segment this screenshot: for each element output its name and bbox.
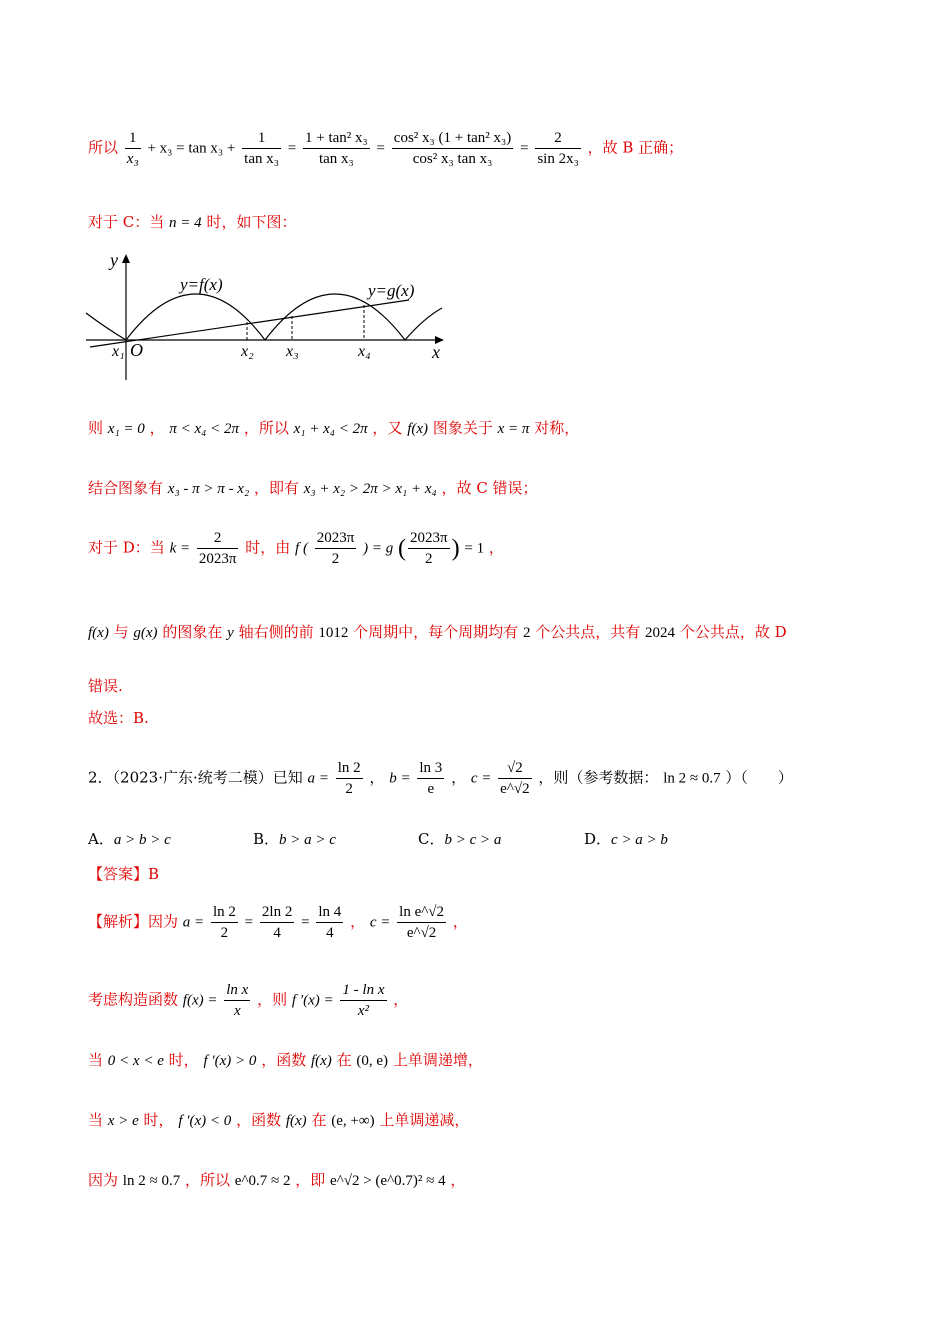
math: 2 [522, 625, 531, 641]
line-7: 错误. [88, 677, 123, 695]
math: f(x) = [182, 992, 218, 1009]
math: f ′(x) > 0 [203, 1053, 257, 1069]
text: ， [488, 538, 504, 557]
text: ， [452, 912, 468, 931]
math: x₃ - π > π - x₂ [167, 481, 250, 497]
text: 的图象在 [162, 623, 223, 641]
math: + x₃ = tan x₃ + [147, 140, 236, 157]
math: ln 2 ≈ 0.7 [663, 770, 721, 787]
text: 当 [88, 1111, 104, 1129]
text: ，故 B 正确； [587, 138, 684, 157]
text: 时， [168, 1051, 199, 1069]
fraction: $\frac{\ln 4}{4}$ [318, 904, 342, 941]
f-label: y=f(x) [180, 275, 223, 294]
text: ， [350, 912, 366, 931]
math: (0, e) [356, 1053, 389, 1069]
text: 因为 [88, 1171, 119, 1189]
math: = [287, 140, 297, 157]
math: c = [470, 770, 492, 787]
text: ， [393, 990, 409, 1009]
math: (e, +∞) [331, 1113, 375, 1129]
math: y [227, 625, 234, 641]
x-label: x [432, 342, 440, 362]
math: a = [307, 770, 329, 787]
math: x₃ + x₂ > 2π > x₁ + x₄ [303, 481, 437, 497]
math: g(x) [133, 625, 158, 641]
text: ，故 C 错误； [441, 479, 538, 497]
fraction: $\frac{2\ln 2}{4}$ [261, 904, 293, 941]
math: f ′(x) < 0 [178, 1113, 232, 1129]
math: = [520, 140, 529, 157]
solution-3 [88, 1050, 483, 1071]
text: ，即 [295, 1171, 326, 1189]
text: 结合图象有 [88, 479, 164, 497]
math: = [244, 914, 254, 931]
answer: 【答案】B [88, 865, 160, 883]
fraction: $\frac{\text{1 - ln x}}{\text{x²}}$ [342, 982, 385, 1019]
fraction: $\frac{\text{ln x}}{x}$ [226, 982, 249, 1019]
math: x > e [107, 1113, 139, 1129]
fraction: $\frac{\ln 3}{e}$ [419, 760, 443, 797]
text: 考虑构造函数 [88, 990, 179, 1009]
math: a = [182, 914, 205, 931]
solution-4 [88, 1110, 469, 1131]
fraction: $\frac{1}{\text{tan x₃}}$ [244, 130, 279, 167]
line-8: 故选：B. [88, 709, 149, 727]
math: f ( [295, 540, 308, 557]
text: 当 [88, 1051, 104, 1069]
math: 1012 [318, 625, 349, 641]
math: f(x) [310, 1053, 332, 1069]
paren: ( [398, 535, 407, 562]
math: = [376, 140, 386, 157]
text: ，所以 [184, 1171, 230, 1189]
text: ，即有 [253, 479, 299, 497]
solution-1 [88, 902, 468, 943]
text: ， [451, 768, 467, 787]
option-d[interactable]: D．c > a > b [584, 830, 668, 848]
paren: ) [451, 535, 460, 562]
fraction: $\frac{2023\pi}{2}$ [410, 530, 448, 567]
math: 2024 [645, 625, 676, 641]
text: 图象关于 [432, 419, 493, 437]
text: 与 [113, 623, 129, 641]
text: 对于 C：当 [88, 213, 165, 231]
x3-label: x₃ [286, 343, 299, 360]
line-1 [88, 128, 683, 169]
option-c[interactable]: C．b > c > a [418, 830, 502, 848]
function-graph [84, 248, 454, 388]
text: ，所以 [243, 419, 289, 437]
fraction: $\frac{\text{1 + tan² x₃}}{\text{tan x₃}}$ [305, 130, 368, 167]
line-4 [88, 478, 538, 499]
math: x₁ + x₄ < 2π [293, 421, 368, 437]
fraction: $\frac{1}{\text{x₃}}$ [126, 130, 139, 167]
x1-label: x₁ [112, 343, 125, 360]
math: 0 < x < e [107, 1053, 164, 1069]
fraction: $\frac{√2}{e\^{}√2}$ [500, 760, 530, 797]
text: 上单调递增， [392, 1051, 483, 1069]
text: 时， [143, 1111, 174, 1129]
math: x = π [497, 421, 530, 437]
math: f ′(x) = [291, 992, 334, 1009]
text: 对于 D：当 [88, 538, 165, 557]
line-6 [88, 622, 787, 643]
text: 对称， [534, 419, 580, 437]
x2-label: x₂ [241, 343, 254, 360]
math: n = 4 [169, 215, 202, 231]
solution-2 [88, 980, 408, 1021]
math: x₁ = 0 [107, 421, 145, 437]
fraction: $\frac{\text{ln e\textasciicircum{}√2}}{e\^{}√2}$ [399, 904, 445, 941]
option-a[interactable]: A．a > b > c [88, 830, 171, 848]
math: π < x₄ < 2π [169, 421, 240, 437]
math: e^0.7 ≈ 2 [234, 1173, 291, 1189]
math: e^√2 > (e^0.7)² ≈ 4 [330, 1173, 446, 1189]
text: ， [450, 1171, 466, 1189]
math: ) = g [363, 540, 394, 557]
option-b[interactable]: B．b > a > c [253, 830, 336, 848]
text: 时，由 [245, 538, 291, 557]
text: 2．（2023·广东·统考二模）已知 [88, 768, 303, 787]
math: f(x) [407, 421, 429, 437]
text: 【解析】因为 [88, 912, 179, 931]
text: ，又 [372, 419, 403, 437]
solution-5 [88, 1170, 465, 1191]
x4-label: x₄ [358, 343, 371, 360]
fraction: $\frac{\text{cos² x₃ (1 + tan² x₃)}}{\text{cos² x₃ tan x₃}}$ [393, 130, 512, 167]
text: ，函数 [236, 1111, 282, 1129]
fraction: $\frac{2}{\text{sin 2x₃}}$ [537, 130, 579, 167]
text: 个公共点，共有 [535, 623, 641, 641]
math: b = [389, 770, 411, 787]
text: ， [369, 768, 385, 787]
text: ，则 [257, 990, 288, 1009]
fraction: $\frac{2}{2023\pi}$ [198, 530, 237, 567]
fraction: $\frac{2023\pi}{2}$ [316, 530, 355, 567]
text: ）（ ） [725, 768, 793, 787]
math: c = [369, 914, 391, 931]
text: 在 [336, 1051, 352, 1069]
line-3 [88, 418, 579, 439]
text: 则 [88, 419, 104, 437]
text: ， [149, 419, 165, 437]
math: k = [169, 540, 191, 557]
text: 个公共点，故 D [679, 623, 787, 641]
math: f(x) [88, 625, 109, 641]
fraction: $\frac{\ln 2}{2}$ [337, 760, 361, 797]
text: ，函数 [261, 1051, 307, 1069]
math: = [301, 914, 310, 931]
text: ，则（参考数据： [538, 768, 659, 787]
line-2 [88, 212, 296, 233]
line-5 [88, 528, 504, 569]
text: 在 [311, 1111, 327, 1129]
math: ln 2 ≈ 0.7 [122, 1173, 181, 1189]
g-label: y=g(x) [368, 281, 415, 300]
text: 上单调递减， [379, 1111, 470, 1129]
origin-label: O [130, 340, 143, 360]
f-curve [86, 294, 442, 340]
text: 轴右侧的前 [238, 623, 314, 641]
question-2 [88, 758, 793, 799]
math: f(x) [285, 1113, 307, 1129]
text: 所以 [88, 138, 119, 157]
math: = 1 [464, 540, 485, 557]
y-label: y [110, 250, 118, 270]
fraction: $\frac{\ln 2}{2}$ [212, 904, 236, 941]
y-axis-arrow [122, 254, 130, 263]
text: 时，如下图： [206, 213, 297, 231]
text: 个周期中，每个周期均有 [353, 623, 519, 641]
